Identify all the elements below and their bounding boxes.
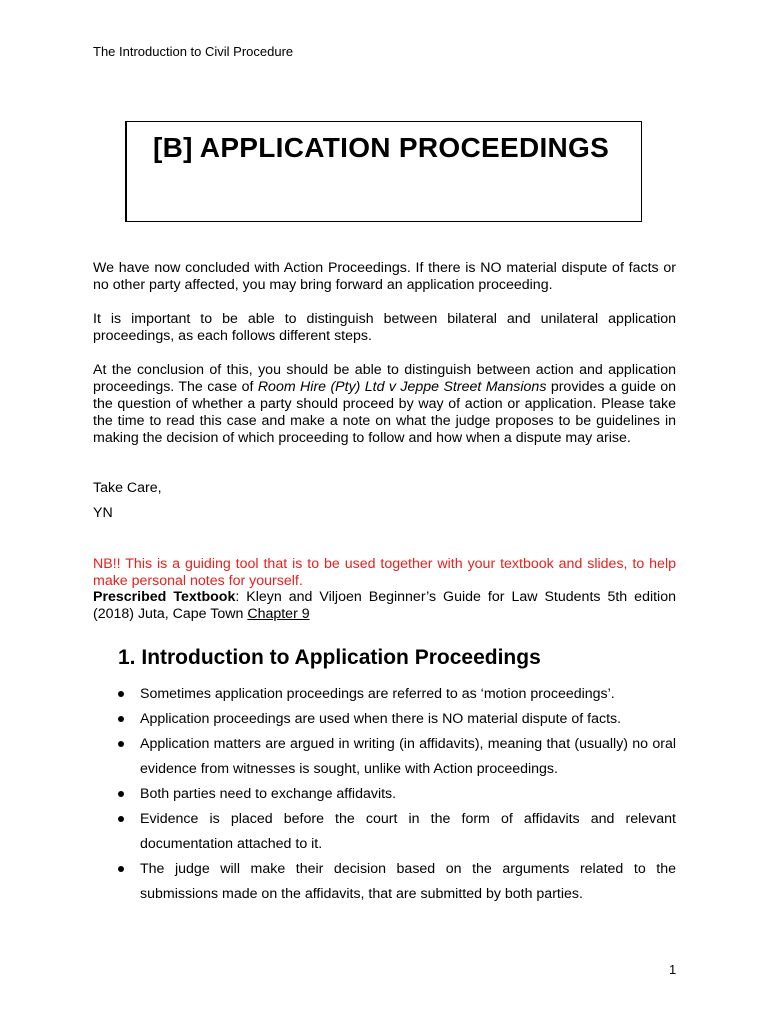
running-header: The Introduction to Civil Procedure <box>93 44 294 59</box>
intro-paragraph-1: We have now concluded with Action Proceedings. If there is NO material dispute of facts or no other party affected, you may bring forward an application proceeding. <box>93 260 676 293</box>
p3-text-end: provides a guide on the question of whether a party should proceed by way of action or application. Please take the time to read this case and make a note on what the judge proposes to be guidelines in making the decision of which proceeding to follow and how when a dispute may arise. <box>93 379 677 446</box>
page-number: 1 <box>669 962 677 977</box>
list-item-text: Both parties need to exchange affidavits. <box>140 786 397 802</box>
bullet-icon <box>118 866 124 872</box>
title-box <box>125 121 642 222</box>
list-item <box>118 682 676 707</box>
chapter-reference: Chapter 9 <box>247 606 310 622</box>
list-item-text: Application matters are argued in writing (in affidavits), meaning that (usually) no oral evidence from witnesses is sought, unlike with Action proceedings. <box>140 736 676 777</box>
section-number: 1. <box>118 646 136 669</box>
prescribed-textbook <box>93 589 676 623</box>
textbook-details: : Kleyn and Viljoen Beginner’s Guide for Law Students 5th edition (2018) Juta, Cape Town <box>93 589 676 622</box>
list-item-text: Application proceedings are used when there is NO material dispute of facts. <box>140 711 622 727</box>
author-initials: YN <box>93 505 113 521</box>
bullet-icon <box>118 791 124 797</box>
intro-paragraph-3 <box>93 362 676 447</box>
case-name: Room Hire (Pty) Ltd v Jeppe Street Mansions <box>257 379 547 395</box>
bullet-icon <box>118 691 124 697</box>
bullet-list <box>118 682 676 907</box>
bullet-icon <box>118 816 124 822</box>
list-item-text: Sometimes application proceedings are referred to as ‘motion proceedings’. <box>140 686 615 702</box>
section-heading <box>118 645 541 671</box>
list-item <box>118 732 676 782</box>
bullet-icon <box>118 741 124 747</box>
closing-line: Take Care, <box>93 480 162 496</box>
section-title: Introduction to Application Proceedings <box>141 646 541 669</box>
bullet-icon <box>118 716 124 722</box>
list-item <box>118 857 676 907</box>
intro-paragraph-2: It is important to be able to distinguish between bilateral and unilateral application proceedings, as each follows different steps. <box>93 311 676 344</box>
page-title: [B] APPLICATION PROCEEDINGS <box>153 132 610 163</box>
nb-notice: NB!! This is a guiding tool that is to be used together with your textbook and slides, to help make personal notes for yourself. <box>93 556 676 589</box>
list-item <box>118 782 676 807</box>
list-item-text: The judge will make their decision based on the arguments related to the submissions made on the affidavits, that are submitted by both parties. <box>140 861 676 902</box>
list-item <box>118 707 676 732</box>
list-item-text: Evidence is placed before the court in the form of affidavits and relevant documentation attached to it. <box>140 811 676 852</box>
p3-text-start: At the conclusion of this, you should be able to distinguish between action and application proceedings. The case of <box>93 362 676 395</box>
textbook-label: Prescribed Textbook <box>93 589 236 605</box>
list-item <box>118 807 676 857</box>
